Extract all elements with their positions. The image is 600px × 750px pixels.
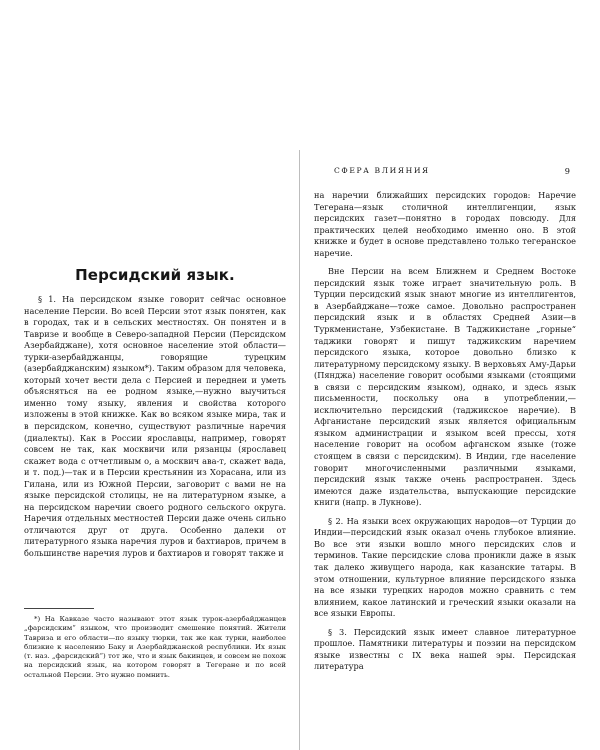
chapter-title: Персидский язык. [75, 266, 235, 284]
footnote-text: *) На Кавказе часто называют этот язык турок-азербайджанцев „фарсидским“ языком, что производит смешение понятий. Жители Тавриза и его области—по языку тюрки, так же как турки, наиболее близкие к населению Баку и Азербайджанской республики. Их язык (т. наз. „фарсидский“) тот же, что и язык бакинцев, и совсем не похож на персидский язык, на котором говорят в Тегеране и по всей остальной Персии. Это нужно помнить. [24, 615, 286, 679]
right-body [314, 190, 576, 680]
footnote [24, 615, 286, 680]
page-gutter [299, 150, 300, 750]
paragraph-section-2: § 2. На языки всех окружающих народов—от Турции до Индии—персидский язык оказал очень глубокое влияние. Во все эти языки вошло много персидских слов и терминов. Такие персидские слова проникли даже в язык так далеко живущего народа, как казанские татары. В этом отношении, культурное влияние персидского языка на все языки турецких народов можно сравнить с тем влиянием, какое латинский и греческий языки оказали на все языки Европы. [314, 515, 576, 619]
paragraph-continuation: на наречии ближайших персидских городов: Наречие Тегерана—язык столичной интеллигенции, язык персидских газет—понятно в городах повсюду. Для практических целей необходимо именно оно. В этой книжке и будет в основе представлено только тегеранское наречие. [314, 190, 576, 258]
left-body [24, 294, 286, 560]
paragraph-section-3: § 3. Персидский язык имеет славное литературное прошлое. Памятники литературы и поэзии на персидском языке известны с IX века нашей эры. Персидская литература [314, 626, 576, 672]
paragraph-influence: Вне Персии на всем Ближнем и Среднем Востоке персидский язык тоже играет значительную роль. В Турции персидский язык знают многие из интеллигентов, в Азербайджане—тоже самое. Довольно распространен персидский язык и в областях Средней Азии—в Туркменистане, Узбекистане. В Таджикистане „горные“ таджики говорят и пишут таджикским наречием персидского языка, которое довольно близко к литературному персидскому языку. В верховьях Аму-Дарьи (Пянджа) население говорит особыми языками (стоящими в связи с персидским языком), однако, и здесь язык письменности, поскольку она в употреблении,—исключительно персидский (таджикское наречие). В Афганистане персидский язык является официальным языком администрации и языком всей прессы, хотя население говорит на особом афганском языке (тоже стоящем в связи с персидским). В Индии, где население говорит многочисленными различными языками, персидский язык также очень распространен. Здесь имеются даже издательства, выпускающие персидские книги (напр. в Лукнове). [314, 266, 576, 508]
running-head: СФЕРА ВЛИЯНИЯ [334, 166, 430, 175]
paragraph-section-1: § 1. На персидском языке говорит сейчас основное население Персии. Во всей Персии этот язык понятен, как в городах, так и в сельских местностях. Он понятен и в Тавризе и вообще в Северо-западной Персии (Персидском Азербайджане), хотя основное население этой области—турки-азербайджанцы, говорящие турецким (азербайджанским) языком*). Таким образом для человека, который хочет вести дела с Персией и переднеи и уметь объясняться на ее родном языке,—нужно выучиться именно тому языку, явления и свойства которого изложены в этой книжке. Как во всяком языке мира, так и в персидском, конечно, существуют различные наречия (диалекты). Как в России ярославцы, например, говорят совсем не так, как москвичи или рязанцы (ярославец скажет вода с отчетливым о, а москвич ава-т, скажет вада, и т. под.)—так и в Персии крестьянин из Хорасана, или из Гилана, или из Южной Персии, заговорит с вами не на языке персидской столицы, не на литературном языке, а на персидском наречии своего родного сельского округа. Наречия отдельных местностей Персии даже очень сильно отличаются друг от друга. Особенно далеки от литературного языка наречия луров и бахтиаров, причем в большинстве наречия луров и бахтиаров и говорят также и [24, 294, 286, 559]
left-page [24, 0, 286, 750]
page-header [314, 166, 576, 178]
right-page [314, 0, 576, 750]
footnote-divider [24, 608, 94, 609]
page-number: 9 [564, 166, 570, 176]
